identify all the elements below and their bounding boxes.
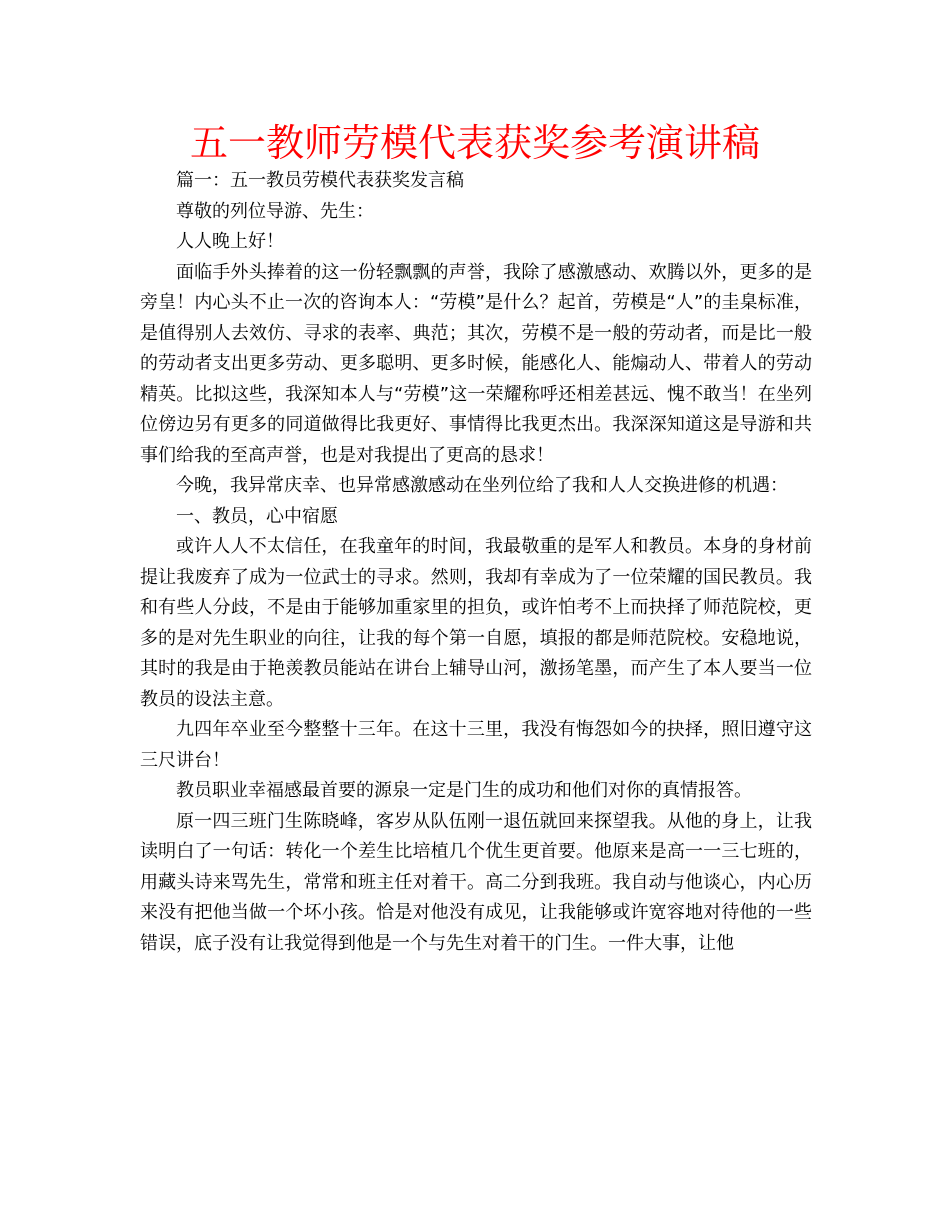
document-body bbox=[140, 166, 812, 959]
salutation: 尊敬的列位导游、先生： bbox=[176, 200, 374, 222]
document-title: 五一教师劳模代表获奖参考演讲稿 bbox=[189, 121, 760, 165]
body-paragraph: 或许人人不太信任，在我童年的时间，我最敬重的是军人和教员。本身的身材前提让我废弃了成为一位武士的寻求。然则，我却有幸成为了一位荣耀的国民教员。我和有些人分歧，不是由于能够加重家里的担负，或许怕考不上而抉择了师范院校，更多的是对先生职业的向往，让我的每个第一自愿，填报的都是师范院校。安稳地说，其时的我是由于艳羡教员能站在讲台上辅导山河，激扬笔墨，而产生了本人要当一位教员的设法主意。 bbox=[140, 536, 812, 710]
subsection-heading: 一、教员，心中宿愿 bbox=[176, 505, 338, 527]
section-heading: 篇一：五一教员劳模代表获奖发言稿 bbox=[176, 170, 464, 191]
greeting: 人人晚上好！ bbox=[176, 231, 284, 252]
body-paragraph: 今晚，我异常庆幸、也异常感激感动在坐列位给了我和人人交换进修的机遇： bbox=[176, 475, 788, 496]
body-paragraph: 九四年卒业至今整整十三年。在这十三里，我没有悔怨如今的抉择，照旧遵守这三尺讲台！ bbox=[140, 719, 812, 771]
body-paragraph: 教员职业幸福感最首要的源泉一定是门生的成功和他们对你的真情报答。 bbox=[176, 780, 752, 801]
body-paragraph: 面临手外头捧着的这一份轻飘飘的声誉，我除了感激感动、欢腾以外，更多的是旁皇！内心头不止一次的咨询本人：“劳模”是什么？起首，劳模是“人”的圭臬标准，是值得别人去效仿、寻求的表率、典范；其次，劳模不是一般的劳动者，而是比一般的劳动者支出更多劳动、更多聪明、更多时候，能感化人、能煽动人、带着人的劳动精英。比拟这些，我深知本人与“劳模”这一荣耀称呼还相差甚远、愧不敢当！在坐列位傍边另有更多的同道做得比我更好、事情得比我更杰出。我深深知道这是导游和共事们给我的至高声誉，也是对我提出了更高的恳求！ bbox=[140, 261, 812, 466]
body-paragraph: 原一四三班门生陈晓峰，客岁从队伍刚一退伍就回来探望我。从他的身上，让我读明白了一句话：转化一个差生比培植几个优生更首要。他原来是高一一三七班的，用藏头诗来骂先生，常常和班主任对着干。高二分到我班。我自动与他谈心，内心历来没有把他当做一个坏小孩。恰是对他没有成见，让我能够或许宽容地对待他的一些错误，底子没有让我觉得到他是一个与先生对着干的门生。一件大事，让他 bbox=[140, 810, 812, 954]
